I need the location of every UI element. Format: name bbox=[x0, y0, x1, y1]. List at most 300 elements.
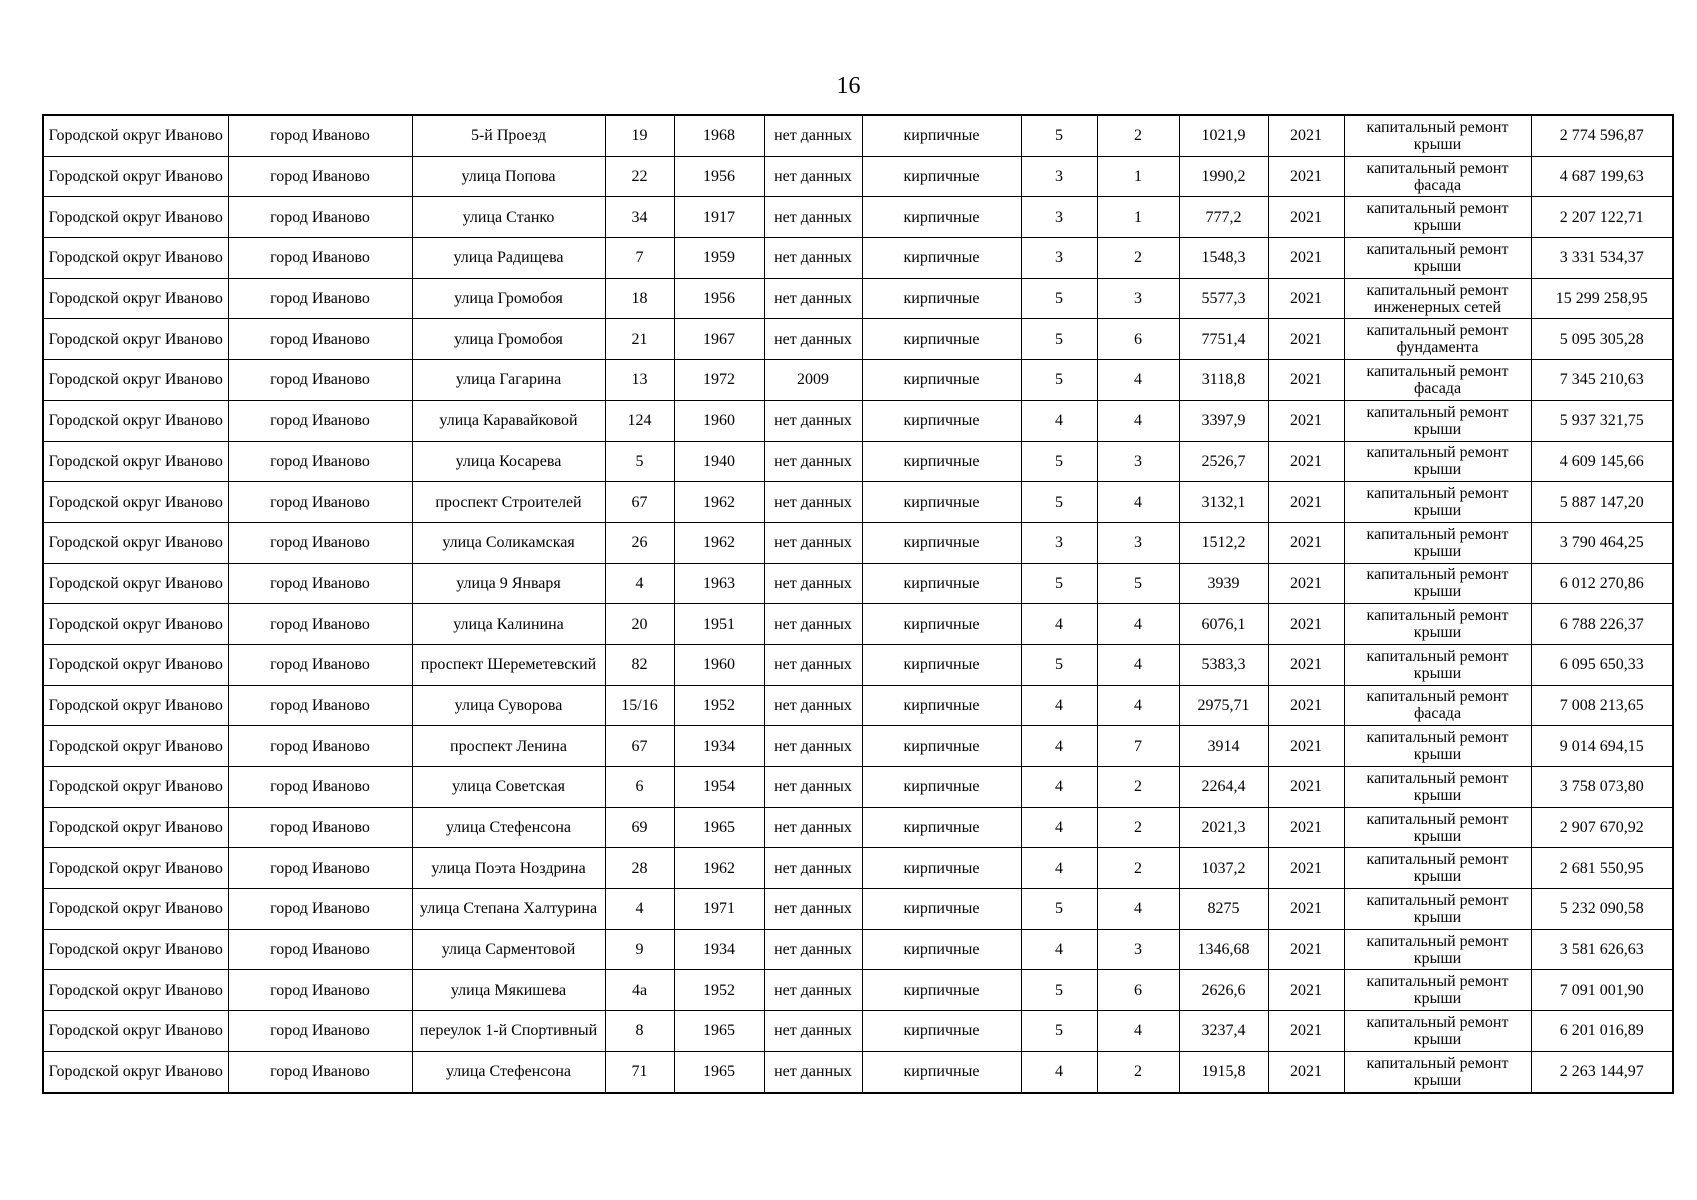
house-number-cell: 21 bbox=[605, 319, 674, 360]
year-built-cell: 1965 bbox=[674, 1011, 764, 1052]
municipality-cell: Городской округ Иваново bbox=[43, 1051, 228, 1092]
wall-material-cell: кирпичные bbox=[862, 319, 1021, 360]
area-cell: 777,2 bbox=[1179, 197, 1268, 238]
cost-cell: 6 095 650,33 bbox=[1531, 644, 1673, 685]
table-row bbox=[43, 563, 1673, 604]
wall-material-cell: кирпичные bbox=[862, 929, 1021, 970]
plan-year-cell: 2021 bbox=[1268, 767, 1344, 808]
municipality-cell: Городской округ Иваново bbox=[43, 197, 228, 238]
year-built-cell: 1954 bbox=[674, 767, 764, 808]
entrances-cell: 4 bbox=[1097, 482, 1179, 523]
cost-cell: 6 788 226,37 bbox=[1531, 604, 1673, 645]
table-row bbox=[43, 319, 1673, 360]
cost-cell: 3 581 626,63 bbox=[1531, 929, 1673, 970]
work-type-cell: капитальный ремонт фасада bbox=[1344, 685, 1531, 726]
table-row bbox=[43, 482, 1673, 523]
entrances-cell: 1 bbox=[1097, 156, 1179, 197]
municipality-cell: Городской округ Иваново bbox=[43, 278, 228, 319]
street-cell: проспект Шереметевский bbox=[412, 644, 605, 685]
wall-material-cell: кирпичные bbox=[862, 522, 1021, 563]
area-cell: 2626,6 bbox=[1179, 970, 1268, 1011]
area-cell: 8275 bbox=[1179, 889, 1268, 930]
settlement-cell: город Иваново bbox=[228, 929, 412, 970]
wall-material-cell: кирпичные bbox=[862, 604, 1021, 645]
year-built-cell: 1962 bbox=[674, 522, 764, 563]
entrances-cell: 4 bbox=[1097, 889, 1179, 930]
municipality-cell: Городской округ Иваново bbox=[43, 889, 228, 930]
settlement-cell: город Иваново bbox=[228, 1051, 412, 1092]
house-number-cell: 5 bbox=[605, 441, 674, 482]
year-built-cell: 1952 bbox=[674, 970, 764, 1011]
area-cell: 3939 bbox=[1179, 563, 1268, 604]
year-overhaul-cell: нет данных bbox=[764, 604, 862, 645]
municipality-cell: Городской округ Иваново bbox=[43, 685, 228, 726]
wall-material-cell: кирпичные bbox=[862, 482, 1021, 523]
table-row bbox=[43, 848, 1673, 889]
entrances-cell: 6 bbox=[1097, 970, 1179, 1011]
area-cell: 7751,4 bbox=[1179, 319, 1268, 360]
street-cell: проспект Строителей bbox=[412, 482, 605, 523]
house-number-cell: 9 bbox=[605, 929, 674, 970]
entrances-cell: 1 bbox=[1097, 197, 1179, 238]
plan-year-cell: 2021 bbox=[1268, 1011, 1344, 1052]
plan-year-cell: 2021 bbox=[1268, 238, 1344, 279]
wall-material-cell: кирпичные bbox=[862, 156, 1021, 197]
municipality-cell: Городской округ Иваново bbox=[43, 441, 228, 482]
year-overhaul-cell: нет данных bbox=[764, 726, 862, 767]
settlement-cell: город Иваново bbox=[228, 482, 412, 523]
year-overhaul-cell: нет данных bbox=[764, 1051, 862, 1092]
area-cell: 3132,1 bbox=[1179, 482, 1268, 523]
settlement-cell: город Иваново bbox=[228, 726, 412, 767]
floors-cell: 3 bbox=[1021, 238, 1097, 279]
plan-year-cell: 2021 bbox=[1268, 929, 1344, 970]
house-number-cell: 8 bbox=[605, 1011, 674, 1052]
cost-cell: 3 758 073,80 bbox=[1531, 767, 1673, 808]
street-cell: улица Суворова bbox=[412, 685, 605, 726]
work-type-cell: капитальный ремонт крыши bbox=[1344, 644, 1531, 685]
entrances-cell: 2 bbox=[1097, 767, 1179, 808]
cost-cell: 4 609 145,66 bbox=[1531, 441, 1673, 482]
area-cell: 2264,4 bbox=[1179, 767, 1268, 808]
floors-cell: 5 bbox=[1021, 889, 1097, 930]
municipality-cell: Городской округ Иваново bbox=[43, 604, 228, 645]
cost-cell: 3 790 464,25 bbox=[1531, 522, 1673, 563]
entrances-cell: 7 bbox=[1097, 726, 1179, 767]
house-number-cell: 19 bbox=[605, 115, 674, 156]
year-built-cell: 1972 bbox=[674, 360, 764, 401]
page-number: 16 bbox=[836, 73, 861, 99]
year-built-cell: 1956 bbox=[674, 278, 764, 319]
cost-cell: 2 263 144,97 bbox=[1531, 1051, 1673, 1092]
work-type-cell: капитальный ремонт крыши bbox=[1344, 604, 1531, 645]
entrances-cell: 6 bbox=[1097, 319, 1179, 360]
entrances-cell: 5 bbox=[1097, 563, 1179, 604]
plan-year-cell: 2021 bbox=[1268, 848, 1344, 889]
cost-cell: 7 008 213,65 bbox=[1531, 685, 1673, 726]
settlement-cell: город Иваново bbox=[228, 685, 412, 726]
area-cell: 3397,9 bbox=[1179, 400, 1268, 441]
work-type-cell: капитальный ремонт инженерных сетей bbox=[1344, 278, 1531, 319]
plan-year-cell: 2021 bbox=[1268, 441, 1344, 482]
wall-material-cell: кирпичные bbox=[862, 238, 1021, 279]
plan-year-cell: 2021 bbox=[1268, 807, 1344, 848]
street-cell: улица Степана Халтурина bbox=[412, 889, 605, 930]
cost-cell: 4 687 199,63 bbox=[1531, 156, 1673, 197]
year-built-cell: 1971 bbox=[674, 889, 764, 930]
settlement-cell: город Иваново bbox=[228, 360, 412, 401]
settlement-cell: город Иваново bbox=[228, 156, 412, 197]
street-cell: улица Стефенсона bbox=[412, 807, 605, 848]
settlement-cell: город Иваново bbox=[228, 238, 412, 279]
plan-year-cell: 2021 bbox=[1268, 197, 1344, 238]
wall-material-cell: кирпичные bbox=[862, 563, 1021, 604]
floors-cell: 5 bbox=[1021, 441, 1097, 482]
cost-cell: 2 907 670,92 bbox=[1531, 807, 1673, 848]
floors-cell: 5 bbox=[1021, 115, 1097, 156]
area-cell: 1512,2 bbox=[1179, 522, 1268, 563]
municipality-cell: Городской округ Иваново bbox=[43, 238, 228, 279]
cost-cell: 2 207 122,71 bbox=[1531, 197, 1673, 238]
year-overhaul-cell: 2009 bbox=[764, 360, 862, 401]
municipality-cell: Городской округ Иваново bbox=[43, 848, 228, 889]
year-built-cell: 1934 bbox=[674, 929, 764, 970]
year-overhaul-cell: нет данных bbox=[764, 767, 862, 808]
municipality-cell: Городской округ Иваново bbox=[43, 1011, 228, 1052]
municipality-cell: Городской округ Иваново bbox=[43, 115, 228, 156]
work-type-cell: капитальный ремонт фасада bbox=[1344, 360, 1531, 401]
work-type-cell: капитальный ремонт крыши bbox=[1344, 726, 1531, 767]
floors-cell: 4 bbox=[1021, 807, 1097, 848]
plan-year-cell: 2021 bbox=[1268, 156, 1344, 197]
house-number-cell: 34 bbox=[605, 197, 674, 238]
municipality-cell: Городской округ Иваново bbox=[43, 319, 228, 360]
area-cell: 2526,7 bbox=[1179, 441, 1268, 482]
plan-year-cell: 2021 bbox=[1268, 970, 1344, 1011]
cost-cell: 6 012 270,86 bbox=[1531, 563, 1673, 604]
cost-cell: 5 095 305,28 bbox=[1531, 319, 1673, 360]
entrances-cell: 4 bbox=[1097, 685, 1179, 726]
floors-cell: 4 bbox=[1021, 848, 1097, 889]
settlement-cell: город Иваново bbox=[228, 1011, 412, 1052]
municipality-cell: Городской округ Иваново bbox=[43, 929, 228, 970]
cost-cell: 5 232 090,58 bbox=[1531, 889, 1673, 930]
municipality-cell: Городской округ Иваново bbox=[43, 360, 228, 401]
year-overhaul-cell: нет данных bbox=[764, 970, 862, 1011]
street-cell: улица Калинина bbox=[412, 604, 605, 645]
floors-cell: 4 bbox=[1021, 685, 1097, 726]
wall-material-cell: кирпичные bbox=[862, 889, 1021, 930]
municipality-cell: Городской округ Иваново bbox=[43, 970, 228, 1011]
plan-year-cell: 2021 bbox=[1268, 522, 1344, 563]
street-cell: улица Гагарина bbox=[412, 360, 605, 401]
area-cell: 1346,68 bbox=[1179, 929, 1268, 970]
plan-year-cell: 2021 bbox=[1268, 726, 1344, 767]
area-cell: 1990,2 bbox=[1179, 156, 1268, 197]
table-row bbox=[43, 604, 1673, 645]
entrances-cell: 2 bbox=[1097, 848, 1179, 889]
area-cell: 3118,8 bbox=[1179, 360, 1268, 401]
settlement-cell: город Иваново bbox=[228, 807, 412, 848]
house-number-cell: 22 bbox=[605, 156, 674, 197]
settlement-cell: город Иваново bbox=[228, 197, 412, 238]
municipality-cell: Городской округ Иваново bbox=[43, 400, 228, 441]
cost-cell: 6 201 016,89 bbox=[1531, 1011, 1673, 1052]
work-type-cell: капитальный ремонт крыши bbox=[1344, 197, 1531, 238]
table-row bbox=[43, 360, 1673, 401]
table-row bbox=[43, 1011, 1673, 1052]
year-overhaul-cell: нет данных bbox=[764, 197, 862, 238]
area-cell: 1915,8 bbox=[1179, 1051, 1268, 1092]
year-built-cell: 1960 bbox=[674, 644, 764, 685]
municipality-cell: Городской округ Иваново bbox=[43, 807, 228, 848]
street-cell: улица Громобоя bbox=[412, 278, 605, 319]
plan-year-cell: 2021 bbox=[1268, 482, 1344, 523]
entrances-cell: 3 bbox=[1097, 441, 1179, 482]
house-number-cell: 18 bbox=[605, 278, 674, 319]
plan-year-cell: 2021 bbox=[1268, 278, 1344, 319]
municipality-cell: Городской округ Иваново bbox=[43, 767, 228, 808]
street-cell: улица Сарментовой bbox=[412, 929, 605, 970]
table-row bbox=[43, 441, 1673, 482]
cost-cell: 7 091 001,90 bbox=[1531, 970, 1673, 1011]
plan-year-cell: 2021 bbox=[1268, 644, 1344, 685]
area-cell: 3914 bbox=[1179, 726, 1268, 767]
year-built-cell: 1956 bbox=[674, 156, 764, 197]
plan-year-cell: 2021 bbox=[1268, 604, 1344, 645]
year-overhaul-cell: нет данных bbox=[764, 400, 862, 441]
cost-cell: 2 681 550,95 bbox=[1531, 848, 1673, 889]
municipality-cell: Городской округ Иваново bbox=[43, 644, 228, 685]
entrances-cell: 2 bbox=[1097, 238, 1179, 279]
year-built-cell: 1962 bbox=[674, 482, 764, 523]
area-cell: 3237,4 bbox=[1179, 1011, 1268, 1052]
work-type-cell: капитальный ремонт крыши bbox=[1344, 848, 1531, 889]
floors-cell: 4 bbox=[1021, 604, 1097, 645]
year-overhaul-cell: нет данных bbox=[764, 441, 862, 482]
street-cell: улица Поэта Ноздрина bbox=[412, 848, 605, 889]
floors-cell: 4 bbox=[1021, 726, 1097, 767]
table-row bbox=[43, 767, 1673, 808]
year-overhaul-cell: нет данных bbox=[764, 644, 862, 685]
work-type-cell: капитальный ремонт крыши bbox=[1344, 889, 1531, 930]
entrances-cell: 2 bbox=[1097, 115, 1179, 156]
settlement-cell: город Иваново bbox=[228, 441, 412, 482]
floors-cell: 3 bbox=[1021, 156, 1097, 197]
year-built-cell: 1967 bbox=[674, 319, 764, 360]
street-cell: улица Советская bbox=[412, 767, 605, 808]
table-row bbox=[43, 929, 1673, 970]
cost-cell: 3 331 534,37 bbox=[1531, 238, 1673, 279]
work-type-cell: капитальный ремонт крыши bbox=[1344, 238, 1531, 279]
house-number-cell: 4 bbox=[605, 563, 674, 604]
year-built-cell: 1917 bbox=[674, 197, 764, 238]
house-number-cell: 124 bbox=[605, 400, 674, 441]
work-type-cell: капитальный ремонт крыши bbox=[1344, 1051, 1531, 1092]
street-cell: улица Радищева bbox=[412, 238, 605, 279]
street-cell: улица Громобоя bbox=[412, 319, 605, 360]
table-row bbox=[43, 522, 1673, 563]
plan-year-cell: 2021 bbox=[1268, 889, 1344, 930]
house-number-cell: 67 bbox=[605, 482, 674, 523]
year-overhaul-cell: нет данных bbox=[764, 807, 862, 848]
floors-cell: 5 bbox=[1021, 970, 1097, 1011]
year-overhaul-cell: нет данных bbox=[764, 482, 862, 523]
wall-material-cell: кирпичные bbox=[862, 360, 1021, 401]
house-number-cell: 82 bbox=[605, 644, 674, 685]
floors-cell: 5 bbox=[1021, 482, 1097, 523]
table-row bbox=[43, 685, 1673, 726]
entrances-cell: 3 bbox=[1097, 278, 1179, 319]
year-built-cell: 1962 bbox=[674, 848, 764, 889]
street-cell: улица Косарева bbox=[412, 441, 605, 482]
house-number-cell: 26 bbox=[605, 522, 674, 563]
settlement-cell: город Иваново bbox=[228, 278, 412, 319]
house-number-cell: 4 bbox=[605, 889, 674, 930]
house-number-cell: 4а bbox=[605, 970, 674, 1011]
table-row bbox=[43, 197, 1673, 238]
work-type-cell: капитальный ремонт крыши bbox=[1344, 807, 1531, 848]
table-row bbox=[43, 400, 1673, 441]
year-built-cell: 1965 bbox=[674, 1051, 764, 1092]
table-row bbox=[43, 889, 1673, 930]
settlement-cell: город Иваново bbox=[228, 848, 412, 889]
floors-cell: 5 bbox=[1021, 563, 1097, 604]
settlement-cell: город Иваново bbox=[228, 400, 412, 441]
street-cell: улица Стефенсона bbox=[412, 1051, 605, 1092]
floors-cell: 3 bbox=[1021, 197, 1097, 238]
work-type-cell: капитальный ремонт крыши bbox=[1344, 1011, 1531, 1052]
year-overhaul-cell: нет данных bbox=[764, 563, 862, 604]
floors-cell: 5 bbox=[1021, 360, 1097, 401]
wall-material-cell: кирпичные bbox=[862, 726, 1021, 767]
cost-cell: 5 937 321,75 bbox=[1531, 400, 1673, 441]
street-cell: 5-й Проезд bbox=[412, 115, 605, 156]
settlement-cell: город Иваново bbox=[228, 767, 412, 808]
year-built-cell: 1968 bbox=[674, 115, 764, 156]
street-cell: переулок 1-й Спортивный bbox=[412, 1011, 605, 1052]
year-overhaul-cell: нет данных bbox=[764, 848, 862, 889]
entrances-cell: 4 bbox=[1097, 604, 1179, 645]
year-built-cell: 1963 bbox=[674, 563, 764, 604]
floors-cell: 5 bbox=[1021, 644, 1097, 685]
street-cell: улица Соликамская bbox=[412, 522, 605, 563]
wall-material-cell: кирпичные bbox=[862, 278, 1021, 319]
municipality-cell: Городской округ Иваново bbox=[43, 563, 228, 604]
work-type-cell: капитальный ремонт крыши bbox=[1344, 400, 1531, 441]
year-overhaul-cell: нет данных bbox=[764, 156, 862, 197]
area-cell: 6076,1 bbox=[1179, 604, 1268, 645]
table-row bbox=[43, 970, 1673, 1011]
house-number-cell: 15/16 bbox=[605, 685, 674, 726]
wall-material-cell: кирпичные bbox=[862, 1051, 1021, 1092]
cost-cell: 15 299 258,95 bbox=[1531, 278, 1673, 319]
area-cell: 2975,71 bbox=[1179, 685, 1268, 726]
year-built-cell: 1940 bbox=[674, 441, 764, 482]
area-cell: 1548,3 bbox=[1179, 238, 1268, 279]
wall-material-cell: кирпичные bbox=[862, 1011, 1021, 1052]
floors-cell: 4 bbox=[1021, 767, 1097, 808]
plan-year-cell: 2021 bbox=[1268, 1051, 1344, 1092]
settlement-cell: город Иваново bbox=[228, 644, 412, 685]
settlement-cell: город Иваново bbox=[228, 970, 412, 1011]
plan-year-cell: 2021 bbox=[1268, 115, 1344, 156]
work-type-cell: капитальный ремонт крыши bbox=[1344, 767, 1531, 808]
wall-material-cell: кирпичные bbox=[862, 807, 1021, 848]
entrances-cell: 4 bbox=[1097, 400, 1179, 441]
year-overhaul-cell: нет данных bbox=[764, 1011, 862, 1052]
table-row bbox=[43, 726, 1673, 767]
work-type-cell: капитальный ремонт крыши bbox=[1344, 929, 1531, 970]
street-cell: улица 9 Января bbox=[412, 563, 605, 604]
entrances-cell: 2 bbox=[1097, 1051, 1179, 1092]
entrances-cell: 2 bbox=[1097, 807, 1179, 848]
plan-year-cell: 2021 bbox=[1268, 563, 1344, 604]
plan-year-cell: 2021 bbox=[1268, 400, 1344, 441]
house-number-cell: 67 bbox=[605, 726, 674, 767]
municipality-cell: Городской округ Иваново bbox=[43, 482, 228, 523]
year-built-cell: 1960 bbox=[674, 400, 764, 441]
area-cell: 2021,3 bbox=[1179, 807, 1268, 848]
municipality-cell: Городской округ Иваново bbox=[43, 156, 228, 197]
street-cell: улица Мякишева bbox=[412, 970, 605, 1011]
house-number-cell: 7 bbox=[605, 238, 674, 279]
house-number-cell: 6 bbox=[605, 767, 674, 808]
work-type-cell: капитальный ремонт фасада bbox=[1344, 156, 1531, 197]
work-type-cell: капитальный ремонт крыши bbox=[1344, 115, 1531, 156]
year-overhaul-cell: нет данных bbox=[764, 278, 862, 319]
year-overhaul-cell: нет данных bbox=[764, 238, 862, 279]
entrances-cell: 4 bbox=[1097, 1011, 1179, 1052]
wall-material-cell: кирпичные bbox=[862, 685, 1021, 726]
cost-cell: 2 774 596,87 bbox=[1531, 115, 1673, 156]
floors-cell: 3 bbox=[1021, 522, 1097, 563]
municipality-cell: Городской округ Иваново bbox=[43, 726, 228, 767]
year-overhaul-cell: нет данных bbox=[764, 685, 862, 726]
house-number-cell: 20 bbox=[605, 604, 674, 645]
floors-cell: 4 bbox=[1021, 1051, 1097, 1092]
year-overhaul-cell: нет данных bbox=[764, 889, 862, 930]
wall-material-cell: кирпичные bbox=[862, 644, 1021, 685]
wall-material-cell: кирпичные bbox=[862, 441, 1021, 482]
street-cell: улица Каравайковой bbox=[412, 400, 605, 441]
municipality-cell: Городской округ Иваново bbox=[43, 522, 228, 563]
floors-cell: 5 bbox=[1021, 1011, 1097, 1052]
settlement-cell: город Иваново bbox=[228, 889, 412, 930]
year-overhaul-cell: нет данных bbox=[764, 522, 862, 563]
street-cell: улица Попова bbox=[412, 156, 605, 197]
table-row bbox=[43, 156, 1673, 197]
table-row bbox=[43, 807, 1673, 848]
work-type-cell: капитальный ремонт крыши bbox=[1344, 563, 1531, 604]
year-overhaul-cell: нет данных bbox=[764, 319, 862, 360]
work-type-cell: капитальный ремонт крыши bbox=[1344, 441, 1531, 482]
table-row bbox=[43, 1051, 1673, 1092]
work-type-cell: капитальный ремонт крыши bbox=[1344, 522, 1531, 563]
table-row bbox=[43, 115, 1673, 156]
plan-year-cell: 2021 bbox=[1268, 360, 1344, 401]
year-built-cell: 1934 bbox=[674, 726, 764, 767]
cost-cell: 9 014 694,15 bbox=[1531, 726, 1673, 767]
plan-year-cell: 2021 bbox=[1268, 319, 1344, 360]
work-type-cell: капитальный ремонт крыши bbox=[1344, 482, 1531, 523]
year-overhaul-cell: нет данных bbox=[764, 115, 862, 156]
entrances-cell: 4 bbox=[1097, 644, 1179, 685]
year-built-cell: 1959 bbox=[674, 238, 764, 279]
year-built-cell: 1965 bbox=[674, 807, 764, 848]
wall-material-cell: кирпичные bbox=[862, 197, 1021, 238]
wall-material-cell: кирпичные bbox=[862, 400, 1021, 441]
